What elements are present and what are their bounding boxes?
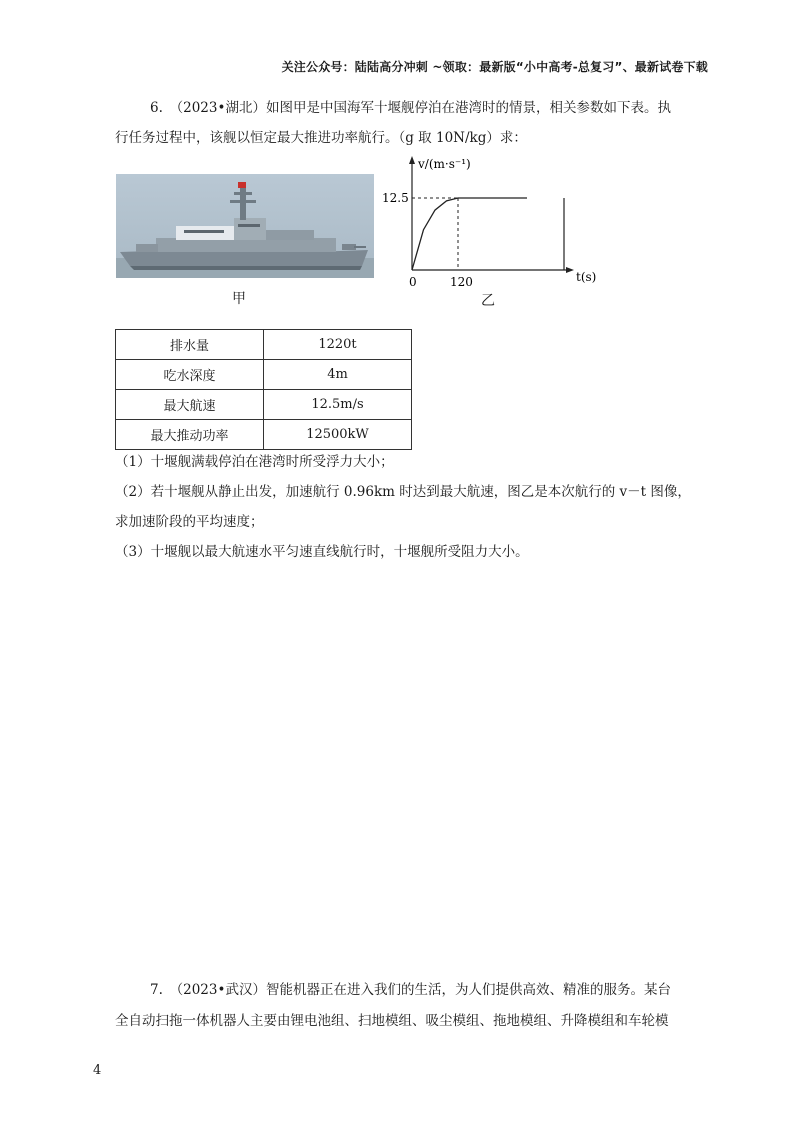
origin-label: 0 <box>409 275 417 289</box>
x-axis-arrow <box>566 267 574 273</box>
x-tick-label: 120 <box>450 275 473 289</box>
x-axis-label: t(s) <box>576 270 597 284</box>
vt-graph <box>380 150 612 290</box>
table-cell-param: 排水量 <box>116 330 264 360</box>
table-cell-value: 4m <box>264 360 412 390</box>
table-row <box>116 330 412 360</box>
table-cell-value: 12.5m/s <box>264 390 412 420</box>
table-cell-param: 吃水深度 <box>116 360 264 390</box>
table-row <box>116 390 412 420</box>
graph-caption: 乙 <box>481 293 495 309</box>
q6-sub3: （3）十堰舰以最大航速水平匀速直线航行时，十堰舰所受阻力大小。 <box>115 544 529 560</box>
table-cell-param: 最大推动功率 <box>116 420 264 450</box>
y-tick-label: 12.5 <box>382 191 409 205</box>
table-row <box>116 360 412 390</box>
velocity-curve <box>412 198 527 270</box>
y-axis-arrow <box>409 156 415 164</box>
q6-sub1: （1）十堰舰满载停泊在港湾时所受浮力大小； <box>115 454 394 470</box>
q6-sub2-line1: （2）若十堰舰从静止出发，加速航行 0.96km 时达到最大航速，图乙是本次航行的 v－t 图像， <box>115 484 691 500</box>
page-number: 4 <box>93 1063 102 1078</box>
warship-photo <box>116 174 374 278</box>
q6-text-line1: 6. （2023•湖北）如图甲是中国海军十堰舰停泊在港湾时的情景，相关参数如下表。执 <box>150 100 671 116</box>
table-row <box>116 420 412 450</box>
q6-text-line2: 行任务过程中，该舰以恒定最大推进功率航行。（g 取 10N/kg）求： <box>115 130 527 146</box>
table-cell-value: 1220t <box>264 330 412 360</box>
q7-text-line2: 全自动扫拖一体机器人主要由锂电池组、扫地模组、吸尘模组、拖地模组、升降模组和车轮模 <box>115 1013 669 1029</box>
parameter-table <box>115 329 412 450</box>
page-header: 关注公众号：陆陆高分冲刺 ~领取：最新版“小中高考-总复习”、最新试卷下载 <box>281 60 708 74</box>
photo-caption: 甲 <box>232 291 246 307</box>
table-cell-value: 12500kW <box>264 420 412 450</box>
q7-text-line1: 7. （2023•武汉）智能机器正在进入我们的生活，为人们提供高效、精准的服务。某台 <box>150 982 671 998</box>
table-cell-param: 最大航速 <box>116 390 264 420</box>
y-axis-label: v/(m·s⁻¹) <box>418 157 471 171</box>
q6-sub2-line2: 求加速阶段的平均速度； <box>115 514 264 530</box>
